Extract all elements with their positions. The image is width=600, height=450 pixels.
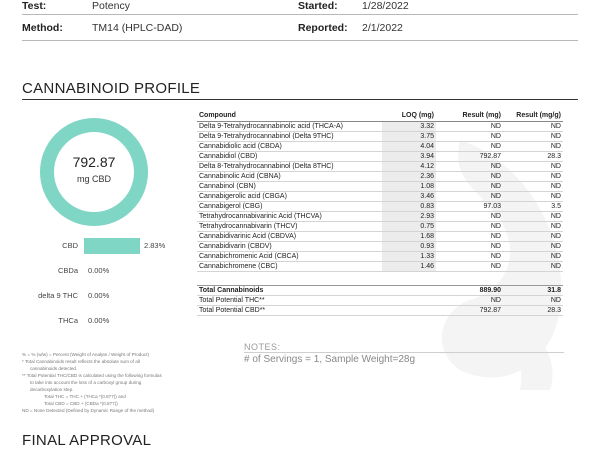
total-mgg-cell: 31.8 <box>503 285 563 295</box>
result-mgg-cell: ND <box>503 191 563 201</box>
result-mg-cell: ND <box>436 241 503 251</box>
reported-label: Reported: <box>298 22 348 34</box>
result-mgg-cell: ND <box>503 261 563 271</box>
table-row <box>197 131 563 141</box>
notes-label: NOTES: <box>244 342 281 352</box>
total-empty-cell <box>382 305 436 315</box>
footnote: decarboxylation step. <box>30 387 74 392</box>
table-row <box>197 231 563 241</box>
bar-label: CBD <box>62 241 78 250</box>
table-row <box>197 251 563 261</box>
loq-cell: 2.93 <box>382 211 436 221</box>
result-mgg-cell: ND <box>503 251 563 261</box>
loq-cell: 3.32 <box>382 121 436 131</box>
total-mg-cell: 792.87 <box>436 305 503 315</box>
footnote: to take into account the loss of a carboxyl group during <box>30 380 142 385</box>
compound-cell: Cannabidivarin (CBDV) <box>197 241 382 251</box>
loq-cell: 4.04 <box>382 141 436 151</box>
table-row <box>197 261 563 271</box>
result-mg-cell: 97.03 <box>436 201 503 211</box>
result-mg-header: Result (mg) <box>436 111 503 121</box>
method-label: Method: <box>22 22 63 34</box>
bar-percent: 0.00% <box>88 316 110 325</box>
bar-label: THCa <box>58 316 78 325</box>
header-divider <box>22 40 578 41</box>
footnote: % = % (w/w) = Percent (Weight of Analyte / Weight of Product) <box>22 352 149 357</box>
total-mg-cell: 889.90 <box>436 285 503 295</box>
footnote: Total CBD = CBD + (CBDa *(0.877)) <box>44 401 118 406</box>
total-label-cell: Total Potential THC** <box>197 295 382 305</box>
header-divider <box>22 14 578 15</box>
result-mgg-header: Result (mg/g) <box>503 111 563 121</box>
result-mgg-cell: ND <box>503 121 563 131</box>
donut-value: 792.87 <box>72 154 116 170</box>
total-empty-cell <box>382 285 436 295</box>
table-row <box>197 241 563 251</box>
table-row <box>197 221 563 231</box>
loq-cell: 3.94 <box>382 151 436 161</box>
result-mgg-cell: 3.5 <box>503 201 563 211</box>
result-mgg-cell: 28.3 <box>503 151 563 161</box>
bar-percent: 2.83% <box>144 241 166 250</box>
loq-cell: 3.46 <box>382 191 436 201</box>
footnote: * Total Cannabinoids result reflects the absolute sum of all <box>22 359 140 364</box>
loq-cell: 4.12 <box>382 161 436 171</box>
result-mg-cell: ND <box>436 161 503 171</box>
table-total-row <box>197 295 563 305</box>
result-mg-cell: ND <box>436 181 503 191</box>
header-test-row <box>22 0 582 20</box>
total-label-cell: Total Potential CBD** <box>197 305 382 315</box>
loq-cell: 0.75 <box>382 221 436 231</box>
table-total-row <box>197 285 563 295</box>
header-method-row <box>22 22 582 42</box>
table-row <box>197 151 563 161</box>
table-total-row <box>197 305 563 315</box>
compound-cell: Tetrahydrocannabivarin (THCV) <box>197 221 382 231</box>
table-row <box>197 171 563 181</box>
bar-label: CBDa <box>57 266 78 275</box>
loq-cell: 1.33 <box>382 251 436 261</box>
loq-cell: 0.83 <box>382 201 436 211</box>
total-mgg-cell: 28.3 <box>503 305 563 315</box>
loq-cell: 1.46 <box>382 261 436 271</box>
notes-divider <box>244 352 564 353</box>
result-mgg-cell: ND <box>503 181 563 191</box>
bar-row-delta9-thc <box>22 288 222 304</box>
result-mgg-cell: ND <box>503 241 563 251</box>
method-value: TM14 (HPLC-DAD) <box>92 22 183 34</box>
result-mgg-cell: ND <box>503 231 563 241</box>
compound-cell: Cannabichromenic Acid (CBCA) <box>197 251 382 261</box>
final-approval-title: FINAL APPROVAL <box>22 432 152 449</box>
result-mg-cell: ND <box>436 141 503 151</box>
bar-row-thca <box>22 313 222 329</box>
footnote: cannabinoids detected. <box>30 366 78 371</box>
bar-percent: 0.00% <box>88 291 110 300</box>
table-header-row <box>197 111 563 121</box>
compound-cell: Tetrahydrocannabivarinic Acid (THCVA) <box>197 211 382 221</box>
compound-cell: Cannabidivarinic Acid (CBDVA) <box>197 231 382 241</box>
result-mg-cell: ND <box>436 191 503 201</box>
bar-percent: 0.00% <box>88 266 110 275</box>
test-value: Potency <box>92 0 130 12</box>
footnote: ** Total Potential THC/CBD is calculated using the following formulas <box>22 373 162 378</box>
donut-arc <box>47 125 141 219</box>
total-mgg-cell: ND <box>503 295 563 305</box>
compound-cell: Cannabichromene (CBC) <box>197 261 382 271</box>
compound-cell: Cannabigerol (CBG) <box>197 201 382 211</box>
bar-row-cbda <box>22 263 222 279</box>
loq-cell: 1.68 <box>382 231 436 241</box>
title-underline <box>22 99 578 100</box>
result-mgg-cell: ND <box>503 171 563 181</box>
bar-label: delta 9 THC <box>38 291 78 300</box>
total-label-cell: Total Cannabinoids <box>197 285 382 295</box>
compound-header: Compound <box>197 111 382 121</box>
loq-cell: 2.36 <box>382 171 436 181</box>
footnotes <box>22 351 237 414</box>
result-mgg-cell: ND <box>503 161 563 171</box>
loq-header: LOQ (mg) <box>382 111 436 121</box>
result-mgg-cell: ND <box>503 131 563 141</box>
compound-cell: Cannabidiolic acid (CBDA) <box>197 141 382 151</box>
result-mg-cell: 792.87 <box>436 151 503 161</box>
bar-row-cbd <box>22 238 222 254</box>
compound-cell: Cannabinol (CBN) <box>197 181 382 191</box>
table-row <box>197 121 563 131</box>
result-mgg-cell: ND <box>503 141 563 151</box>
result-mg-cell: ND <box>436 221 503 231</box>
reported-value: 2/1/2022 <box>362 22 403 34</box>
compound-cell: Cannabigerolic acid (CBGA) <box>197 191 382 201</box>
compound-cell: Delta 8-Tetrahydrocannabinol (Delta 8THC) <box>197 161 382 171</box>
loq-cell: 1.08 <box>382 181 436 191</box>
result-mg-cell: ND <box>436 131 503 141</box>
compound-cell: Cannabinolic Acid (CBNA) <box>197 171 382 181</box>
donut-unit: mg CBD <box>76 174 111 184</box>
started-value: 1/28/2022 <box>362 0 409 12</box>
footnote: ND = None Detected (Defined by Dynamic Range of the method) <box>22 408 155 413</box>
result-mg-cell: ND <box>436 121 503 131</box>
total-mg-cell: ND <box>436 295 503 305</box>
compound-cell: Delta 9-Tetrahydrocannabinol (Delta 9THC) <box>197 131 382 141</box>
table-row <box>197 181 563 191</box>
compound-cell: Delta 9-Tetrahydrocannabinolic acid (THCA-A) <box>197 121 382 131</box>
result-mg-cell: ND <box>436 171 503 181</box>
result-mg-cell: ND <box>436 261 503 271</box>
footnote: Total THC = THC + (THCa *(0.877)) and <box>44 394 126 399</box>
cannabinoid-profile-title: CANNABINOID PROFILE <box>22 80 201 97</box>
test-label: Test: <box>22 0 47 12</box>
donut-ring <box>38 116 150 228</box>
result-mgg-cell: ND <box>503 211 563 221</box>
table-row <box>197 191 563 201</box>
total-empty-cell <box>382 295 436 305</box>
loq-cell: 3.75 <box>382 131 436 141</box>
table-row <box>197 201 563 211</box>
result-mg-cell: ND <box>436 231 503 241</box>
table-row <box>197 211 563 221</box>
cbd-donut-chart <box>38 116 150 228</box>
notes-text: # of Servings = 1, Sample Weight=28g <box>244 354 416 365</box>
table-row <box>197 141 563 151</box>
result-mgg-cell: ND <box>503 221 563 231</box>
cannabinoid-table <box>197 111 563 316</box>
result-mg-cell: ND <box>436 251 503 261</box>
table-spacer <box>197 271 563 285</box>
bar-fill <box>84 238 140 254</box>
loq-cell: 0.93 <box>382 241 436 251</box>
compound-cell: Cannabidiol (CBD) <box>197 151 382 161</box>
started-label: Started: <box>298 0 338 12</box>
table-row <box>197 161 563 171</box>
result-mg-cell: ND <box>436 211 503 221</box>
